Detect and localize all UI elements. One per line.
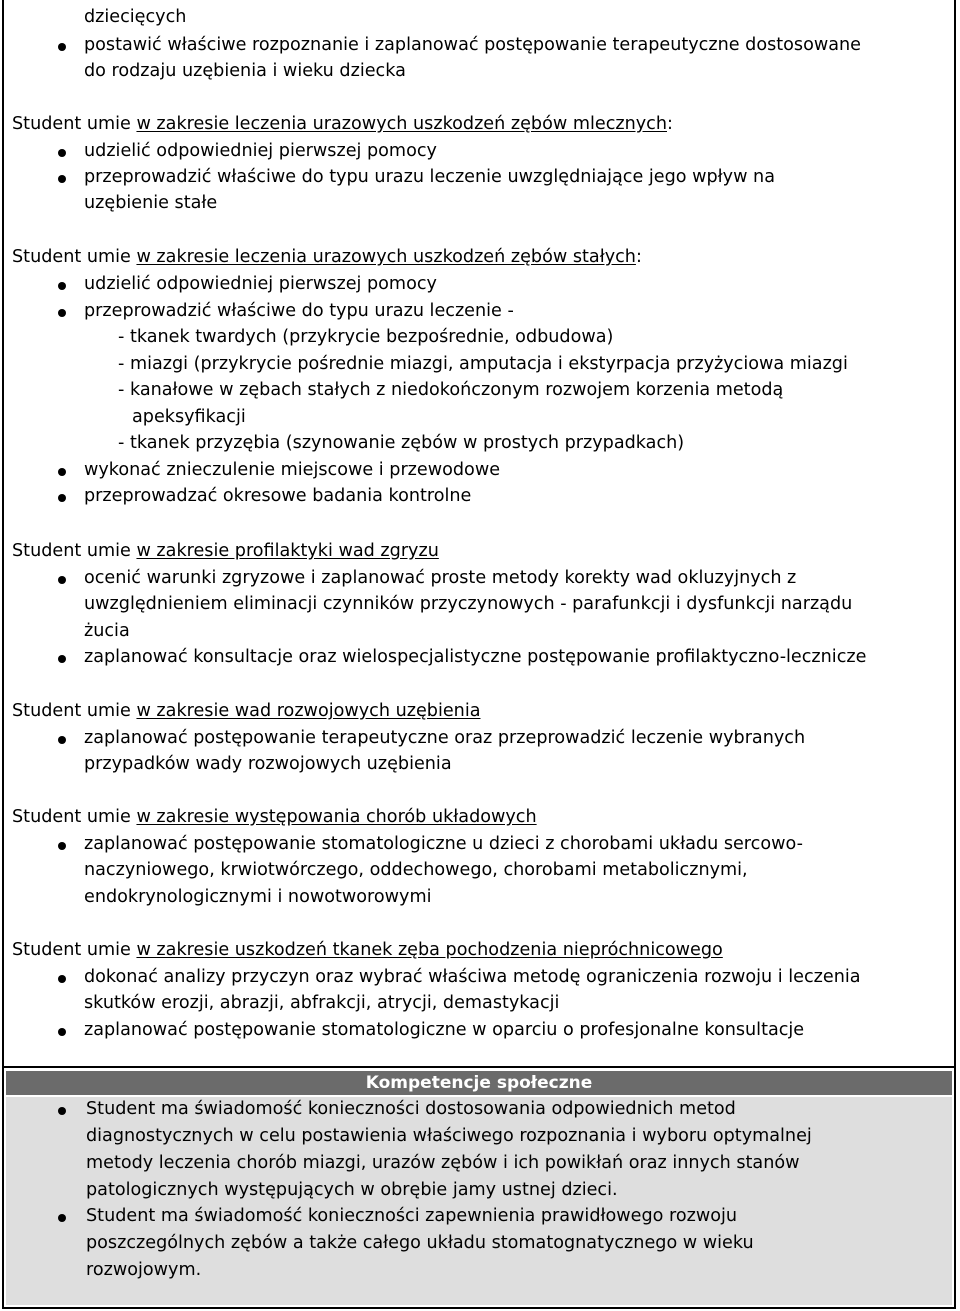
section-heading-non-carious: Student umie w zakresie uszkodzeń tkanek zęba pochodzenia niepróchnicowego xyxy=(12,940,723,960)
list-item-continuation: skutków erozji, abrazji, abfrakcji, atrycji, demastykacji xyxy=(84,993,560,1013)
section-heading-occlusion: Student umie w zakresie profilaktyki wad zgryzu xyxy=(12,541,439,561)
list-item-continuation: naczyniowego, krwiotwórczego, oddechowego, chorobami metabolicznymi, xyxy=(84,860,748,880)
list-item: przeprowadzić właściwe do typu urazu leczenie - xyxy=(84,301,514,321)
section-topic: w zakresie leczenia urazowych uszkodzeń zębów stałych xyxy=(136,247,636,267)
competence-item-continuation: patologicznych występujących w obrębie jamy ustnej dzieci. xyxy=(86,1180,618,1200)
bullet-icon xyxy=(58,149,66,157)
competence-item-continuation: diagnostycznych w celu postawienia właściwego rozpoznania i wyboru optymalnej xyxy=(86,1126,812,1146)
list-item: zaplanować konsultacje oraz wielospecjalistyczne postępowanie profilaktyczno-lecznicze xyxy=(84,647,867,667)
competence-item-continuation: poszczególnych zębów a także całego układu stomatognatycznego w wieku xyxy=(86,1233,754,1253)
intro-bullet-line: do rodzaju uzębienia i wieku dziecka xyxy=(84,61,406,81)
bullet-icon xyxy=(58,842,66,850)
section-divider xyxy=(2,1066,956,1068)
list-item: dokonać analizy przyczyn oraz wybrać właściwa metodę ograniczenia rozwoju i leczenia xyxy=(84,967,861,987)
list-item-continuation: żucia xyxy=(84,621,130,641)
bullet-icon xyxy=(58,175,66,183)
list-item: zaplanować postępowanie stomatologiczne u dzieci z chorobami układu sercowo- xyxy=(84,834,803,854)
competences-title: Kompetencje społeczne xyxy=(365,1073,593,1093)
list-item: zaplanować postępowanie terapeutyczne oraz przeprowadzić leczenie wybranych xyxy=(84,728,806,748)
section-topic: w zakresie profilaktyki wad zgryzu xyxy=(136,541,439,561)
competences-header xyxy=(6,1071,952,1095)
section-heading-milk-teeth: Student umie w zakresie leczenia urazowych uszkodzeń zębów mlecznych: xyxy=(12,114,673,134)
bullet-icon xyxy=(58,975,66,983)
list-item: udzielić odpowiedniej pierwszej pomocy xyxy=(84,141,437,161)
list-item: przeprowadzić właściwe do typu urazu leczenie uwzględniające jego wpływ na xyxy=(84,167,775,187)
bullet-icon xyxy=(58,736,66,744)
bullet-icon xyxy=(58,655,66,663)
list-item: zaplanować postępowanie stomatologiczne w oparciu o profesjonalne konsultacje xyxy=(84,1020,805,1040)
section-heading-systemic: Student umie w zakresie występowania chorób układowych xyxy=(12,807,537,827)
competence-item: Student ma świadomość konieczności dostosowania odpowiednich metod xyxy=(86,1099,736,1119)
list-item: wykonać znieczulenie miejscowe i przewodowe xyxy=(84,460,501,480)
sub-item: - kanałowe w zębach stałych z niedokończonym rozwojem korzenia metodą xyxy=(118,380,784,400)
list-item-continuation: przypadków wady rozwojowych uzębienia xyxy=(84,754,452,774)
section-topic: w zakresie wad rozwojowych uzębienia xyxy=(136,701,481,721)
section-topic: w zakresie leczenia urazowych uszkodzeń zębów mlecznych xyxy=(136,114,667,134)
list-item: ocenić warunki zgryzowe i zaplanować proste metody korekty wad okluzyjnych z xyxy=(84,568,797,588)
bullet-icon xyxy=(58,43,66,51)
bullet-icon xyxy=(58,468,66,476)
sub-item: - tkanek twardych (przykrycie bezpośrednie, odbudowa) xyxy=(118,327,614,347)
bullet-icon xyxy=(58,576,66,584)
competence-item: Student ma świadomość konieczności zapewnienia prawidłowego rozwoju xyxy=(86,1206,738,1226)
section-topic: w zakresie występowania chorób układowych xyxy=(136,807,537,827)
intro-bullet-line: postawić właściwe rozpoznanie i zaplanować postępowanie terapeutyczne dostosowane xyxy=(84,35,861,55)
bullet-icon xyxy=(58,1028,66,1036)
section-heading-developmental: Student umie w zakresie wad rozwojowych uzębienia xyxy=(12,701,481,721)
competence-item-continuation: metody leczenia chorób miazgi, urazów zębów i ich powikłań oraz innych stanów xyxy=(86,1153,800,1173)
list-item-continuation: endokrynologicznymi i nowotworowymi xyxy=(84,887,432,907)
competence-item-continuation: rozwojowym. xyxy=(86,1260,202,1280)
list-item: udzielić odpowiedniej pierwszej pomocy xyxy=(84,274,437,294)
section-heading-permanent-teeth: Student umie w zakresie leczenia urazowych uszkodzeń zębów stałych: xyxy=(12,247,642,267)
bullet-icon xyxy=(58,1107,66,1115)
list-item: przeprowadzać okresowe badania kontrolne xyxy=(84,486,472,506)
section-topic: w zakresie uszkodzeń tkanek zęba pochodzenia niepróchnicowego xyxy=(136,940,723,960)
intro-continuation: dziecięcych xyxy=(84,7,187,27)
bullet-icon xyxy=(58,309,66,317)
sub-item: - miazgi (przykrycie pośrednie miazgi, amputacja i ekstyrpacja przyżyciowa miazgi xyxy=(118,354,848,374)
bullet-icon xyxy=(58,1214,66,1222)
list-item-continuation: uzębienie stałe xyxy=(84,193,218,213)
bullet-icon xyxy=(58,282,66,290)
bullet-icon xyxy=(58,494,66,502)
sub-item: - tkanek przyzębia (szynowanie zębów w prostych przypadkach) xyxy=(118,433,685,453)
list-item-continuation: uwzględnieniem eliminacji czynników przyczynowych - parafunkcji i dysfunkcji narządu xyxy=(84,594,853,614)
sub-item-continuation: apeksyfikacji xyxy=(132,407,246,427)
